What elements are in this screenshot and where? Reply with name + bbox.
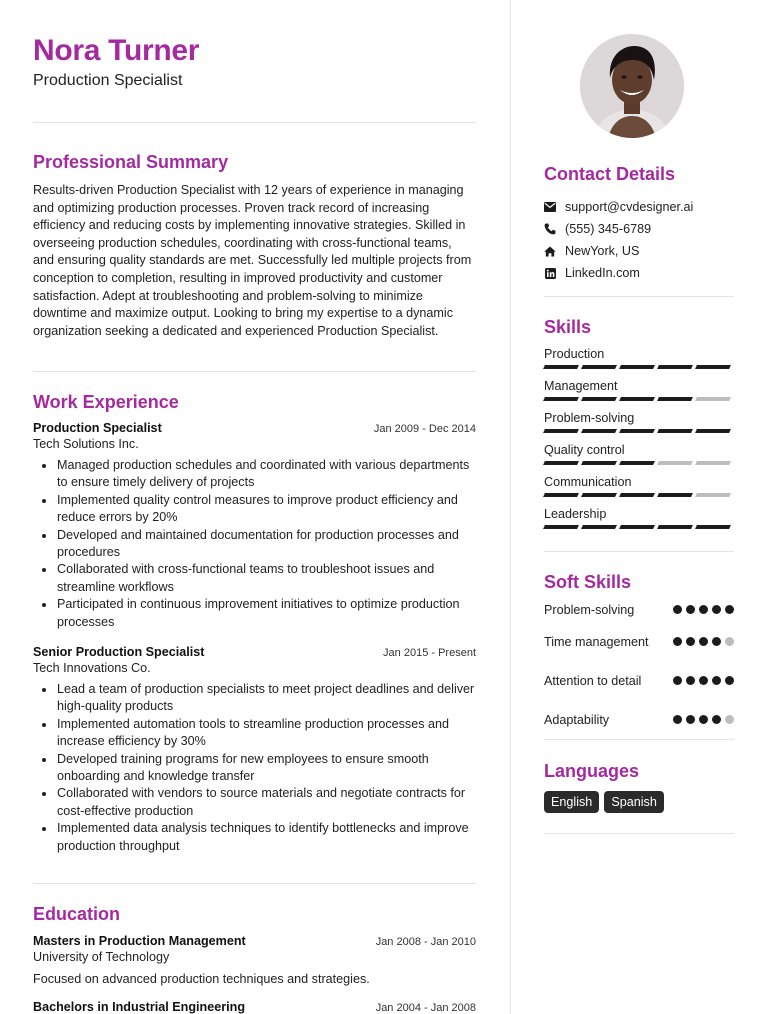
phone-icon — [544, 223, 556, 235]
skill-label: Leadership — [544, 507, 607, 521]
languages-list — [544, 791, 664, 813]
rating-dot — [725, 676, 734, 685]
skill-level-segment — [581, 397, 617, 401]
education-dates: Jan 2008 - Jan 2010 — [375, 936, 476, 948]
soft-skill-item — [544, 634, 734, 673]
skill-level-segment — [619, 461, 655, 465]
skill-level-segment — [695, 429, 731, 433]
skill-label: Quality control — [544, 443, 625, 457]
list-item: Lead a team of production specialists to meet project deadlines and deliver high-quality products — [33, 681, 476, 716]
contact-phone[interactable] — [544, 218, 734, 240]
skill-level-segment — [695, 461, 731, 465]
rating-dot — [712, 676, 721, 685]
soft-skill-label: Problem-solving — [544, 603, 635, 617]
rating-dot — [673, 676, 682, 685]
skill-label: Production — [544, 347, 605, 361]
skill-level-segment — [543, 397, 579, 401]
skill-level-segment — [657, 429, 693, 433]
summary-divider — [33, 371, 476, 372]
list-item: Managed production schedules and coordinated with various departments to ensure timely delivery of projects — [33, 457, 476, 492]
education-entry — [33, 934, 476, 986]
skills-list — [544, 346, 734, 538]
rating-dot — [725, 637, 734, 646]
rating-dot — [725, 715, 734, 724]
header-divider — [33, 122, 476, 123]
job-entry — [33, 645, 476, 855]
rating-dot — [686, 605, 695, 614]
home-icon — [544, 245, 556, 257]
skill-item — [544, 378, 734, 410]
skill-item — [544, 410, 734, 442]
skill-level-segment — [657, 493, 693, 497]
portrait-image — [580, 34, 684, 138]
skill-level-bar — [544, 429, 734, 433]
education-description: Focused on advanced production techniques and strategies. — [33, 972, 370, 986]
contact-phone-text: (555) 345-6789 — [565, 222, 652, 236]
soft-skills-divider — [544, 739, 734, 740]
contact-divider — [544, 296, 734, 297]
job-title: Senior Production Specialist — [33, 645, 205, 659]
skill-level-segment — [543, 365, 579, 369]
skill-level-segment — [581, 493, 617, 497]
skill-item — [544, 346, 734, 378]
skill-level-bar — [544, 525, 734, 529]
rating-dot — [699, 715, 708, 724]
job-entry — [33, 421, 476, 631]
skill-item — [544, 474, 734, 506]
language-tag: English — [544, 791, 599, 813]
candidate-name: Nora Turner — [33, 34, 200, 67]
skill-level-segment — [657, 525, 693, 529]
experience-divider — [33, 883, 476, 884]
soft-skill-rating — [673, 634, 734, 646]
rating-dot — [686, 715, 695, 724]
soft-skills-list — [544, 602, 734, 736]
skill-level-segment — [543, 525, 579, 529]
list-item: Implemented data analysis techniques to identify bottlenecks and improve production throughput — [33, 820, 476, 855]
skill-level-segment — [619, 365, 655, 369]
soft-skill-rating — [673, 712, 734, 724]
soft-skill-item — [544, 673, 734, 712]
envelope-icon — [544, 201, 556, 213]
skills-divider — [544, 551, 734, 552]
contact-heading: Contact Details — [544, 164, 676, 184]
skill-level-segment — [657, 365, 693, 369]
skill-level-segment — [695, 525, 731, 529]
contact-linkedin-text: LinkedIn.com — [565, 266, 640, 280]
job-dates: Jan 2009 - Dec 2014 — [373, 423, 476, 435]
list-item: Implemented automation tools to streamline production processes and increase efficiency by 30% — [33, 716, 476, 751]
skill-level-segment — [619, 397, 655, 401]
rating-dot — [699, 637, 708, 646]
soft-skill-label: Time management — [544, 635, 649, 649]
skill-label: Communication — [544, 475, 632, 489]
summary-text: Results-driven Production Specialist with 12 years of experience in managing and optimizing production processes. Proven track record of increasing efficiency and reducing costs by implementing innovative strategies. Skilled in overseeing production schedules, coordinating with cross-functional teams, and ensuring quality standards are met. Successfully led multiple projects from conception to completion, resulting in improved productivity and customer satisfaction. Adept at troubleshooting and problem-solving to minimize downtime and maximize output. Looking to bring my expertise to a dynamic organization seeking a dedicated and experienced Production Specialist. — [33, 183, 472, 338]
job-bullets — [33, 457, 476, 631]
list-item: Developed training programs for new employees to ensure smooth onboarding and knowledge transfer — [33, 751, 476, 786]
skill-level-bar — [544, 365, 734, 369]
skill-level-segment — [657, 397, 693, 401]
soft-skill-rating — [673, 673, 734, 685]
contact-email[interactable] — [544, 196, 734, 218]
skill-label: Problem-solving — [544, 411, 635, 425]
rating-dot — [712, 715, 721, 724]
language-tag: Spanish — [604, 791, 664, 813]
list-item: Participated in continuous improvement initiatives to optimize production processes — [33, 596, 476, 631]
skill-level-segment — [619, 493, 655, 497]
skill-level-segment — [695, 365, 731, 369]
rating-dot — [712, 637, 721, 646]
rating-dot — [673, 715, 682, 724]
experience-heading: Work Experience — [33, 392, 179, 412]
skill-item — [544, 442, 734, 474]
skill-item — [544, 506, 734, 538]
soft-skill-label: Adaptability — [544, 713, 610, 727]
skill-level-segment — [581, 429, 617, 433]
skill-level-bar — [544, 461, 734, 465]
rating-dot — [673, 605, 682, 614]
skill-level-segment — [695, 397, 731, 401]
rating-dot — [699, 605, 708, 614]
list-item: Collaborated with cross-functional teams to troubleshoot issues and streamline workflows — [33, 561, 476, 596]
soft-skill-item — [544, 602, 734, 634]
skill-level-segment — [581, 525, 617, 529]
rating-dot — [673, 637, 682, 646]
avatar — [580, 34, 684, 138]
candidate-title: Production Specialist — [33, 72, 183, 89]
skill-level-segment — [543, 461, 579, 465]
contact-list — [544, 196, 734, 284]
summary-heading: Professional Summary — [33, 152, 229, 172]
rating-dot — [725, 605, 734, 614]
languages-divider — [544, 833, 734, 834]
education-dates: Jan 2004 - Jan 2008 — [375, 1002, 476, 1014]
skills-heading: Skills — [544, 317, 592, 337]
skill-level-segment — [695, 493, 731, 497]
education-entry — [33, 1000, 476, 1014]
skill-level-bar — [544, 397, 734, 401]
skill-level-segment — [619, 525, 655, 529]
skill-level-segment — [543, 493, 579, 497]
degree-title: Bachelors in Industrial Engineering — [33, 1000, 246, 1014]
rating-dot — [699, 676, 708, 685]
list-item: Implemented quality control measures to improve product efficiency and reduce errors by 20% — [33, 492, 476, 527]
skill-level-segment — [657, 461, 693, 465]
skill-level-segment — [543, 429, 579, 433]
skill-level-segment — [581, 365, 617, 369]
school-name: University of Technology — [33, 950, 170, 964]
list-item: Developed and maintained documentation for production processes and procedures — [33, 527, 476, 562]
rating-dot — [686, 637, 695, 646]
column-divider — [510, 0, 511, 1014]
contact-linkedin[interactable] — [544, 262, 734, 284]
skill-level-segment — [619, 429, 655, 433]
languages-heading: Languages — [544, 761, 640, 781]
contact-email-text: support@cvdesigner.ai — [565, 200, 694, 214]
rating-dot — [686, 676, 695, 685]
job-company: Tech Solutions Inc. — [33, 437, 139, 451]
soft-skills-heading: Soft Skills — [544, 572, 632, 592]
soft-skill-rating — [673, 602, 734, 614]
job-bullets — [33, 681, 476, 855]
soft-skill-item — [544, 712, 734, 736]
linkedin-icon — [544, 267, 556, 279]
skill-level-segment — [581, 461, 617, 465]
job-company: Tech Innovations Co. — [33, 661, 151, 675]
degree-title: Masters in Production Management — [33, 934, 246, 948]
contact-location — [544, 240, 734, 262]
job-title: Production Specialist — [33, 421, 162, 435]
job-dates: Jan 2015 - Present — [383, 647, 476, 659]
skill-level-bar — [544, 493, 734, 497]
list-item: Collaborated with vendors to source materials and negotiate contracts for cost-effective production — [33, 785, 476, 820]
education-heading: Education — [33, 904, 121, 924]
rating-dot — [712, 605, 721, 614]
skill-label: Management — [544, 379, 618, 393]
contact-location-text: NewYork, US — [565, 244, 640, 258]
soft-skill-label: Attention to detail — [544, 674, 642, 688]
